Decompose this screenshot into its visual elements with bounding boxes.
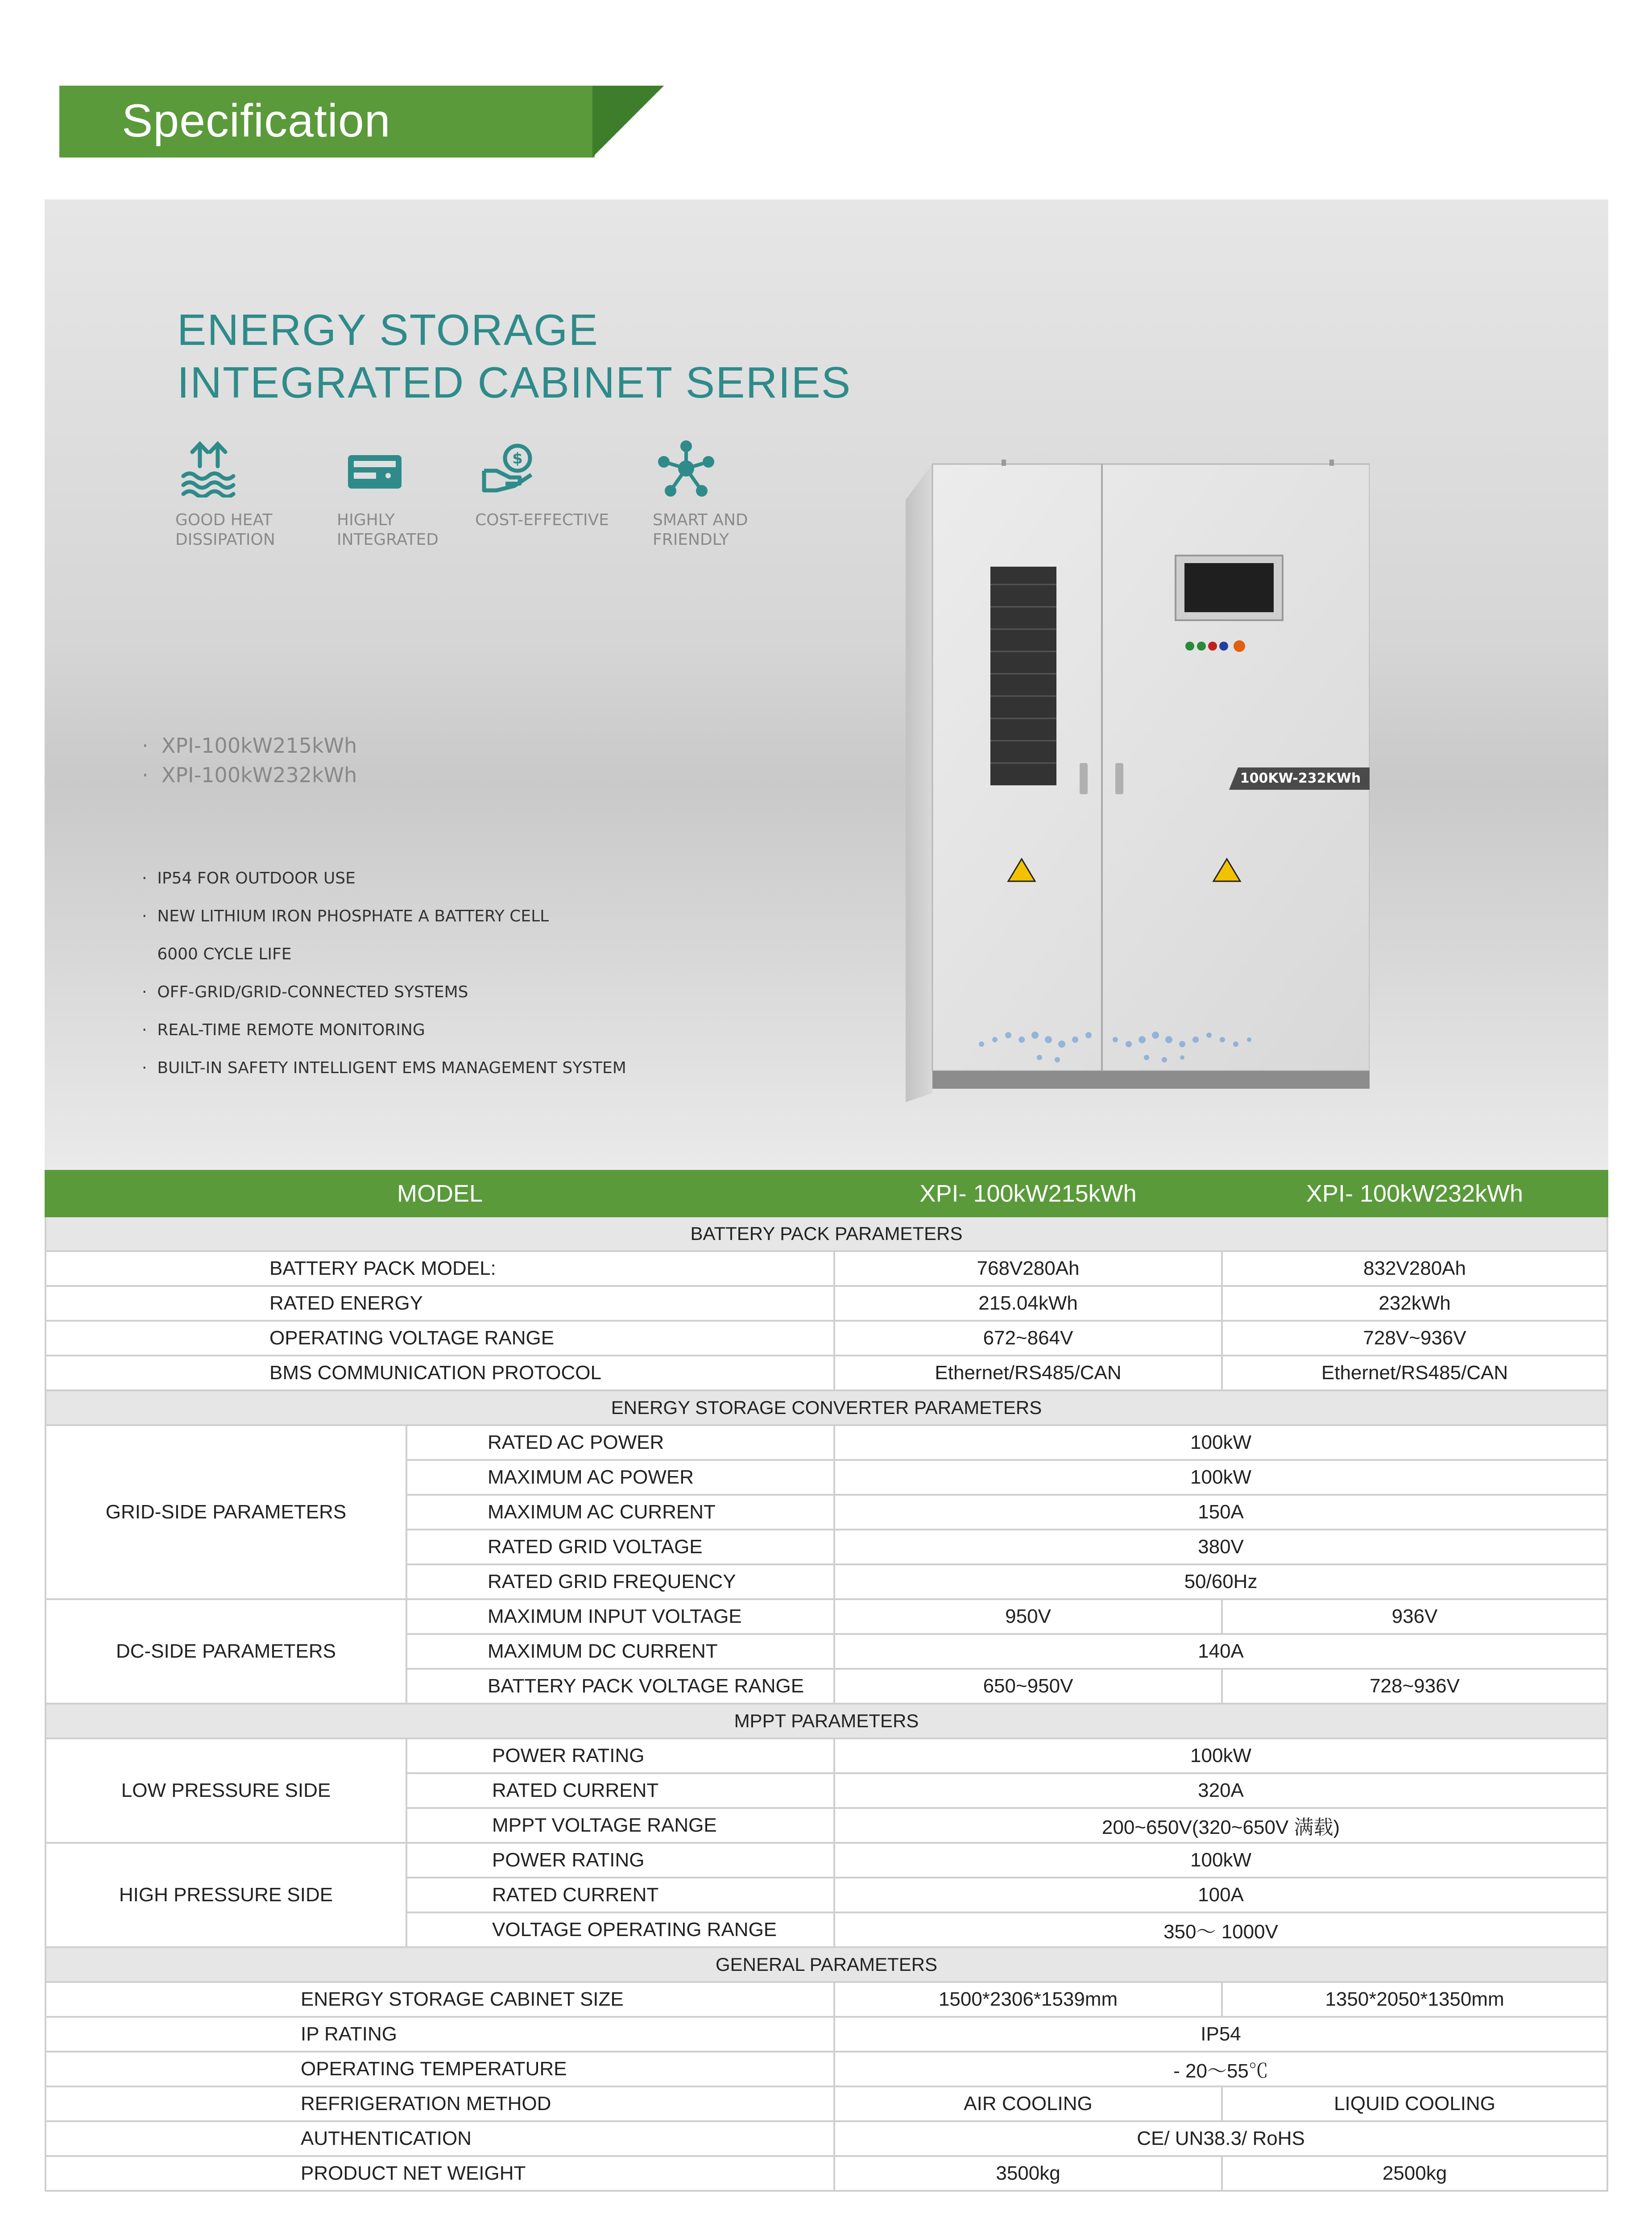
feature-integrated-line2: INTEGRATED xyxy=(337,531,439,549)
heat-dissipation-icon xyxy=(175,440,242,498)
hero-title xyxy=(177,303,851,409)
table-row: BMS COMMUNICATION PROTOCOL Ethernet/RS485/CAN Ethernet/RS485/CAN xyxy=(46,1356,1607,1390)
cabinet-label: 100KW-232KWh xyxy=(1240,771,1361,786)
table-row: DC-SIDE PARAMETERS MAXIMUM INPUT VOLTAGE 950V 936V xyxy=(46,1599,1607,1634)
bullet-item: · REAL-TIME REMOTE MONITORING xyxy=(142,1021,425,1039)
hero-title-line1: ENERGY STORAGE xyxy=(177,305,599,354)
table-row: GRID-SIDE PARAMETERS RATED AC POWER 100kW xyxy=(46,1425,1607,1460)
feature-cost xyxy=(475,440,609,530)
model-item: · XPI-100kW215kWh xyxy=(142,734,357,758)
table-header-row xyxy=(46,1171,1607,1216)
header-col1: XPI- 100kW215kWh xyxy=(834,1171,1222,1216)
section-row: ENERGY STORAGE CONVERTER PARAMETERS xyxy=(46,1390,1607,1425)
table-row: BATTERY PACK MODEL: 768V280Ah 832V280Ah xyxy=(46,1251,1607,1286)
section-row: MPPT PARAMETERS xyxy=(46,1704,1607,1738)
bullet-item: · BUILT-IN SAFETY INTELLIGENT EMS MANAGEMENT SYSTEM xyxy=(142,1059,626,1077)
table-row: IP RATING IP54 xyxy=(46,2017,1607,2052)
table-row: LOW PRESSURE SIDE POWER RATING 100kW xyxy=(46,1738,1607,1773)
table-row: HIGH PRESSURE SIDE POWER RATING 100kW xyxy=(46,1843,1607,1878)
feature-heat-line1: GOOD HEAT xyxy=(175,511,273,529)
spec-table xyxy=(45,1170,1608,2192)
table-row: PRODUCT NET WEIGHT 3500kg 2500kg xyxy=(46,2156,1607,2191)
cost-hand-coin-icon xyxy=(475,440,542,498)
section-row: BATTERY PACK PARAMETERS xyxy=(46,1216,1607,1251)
header-col2: XPI- 100kW232kWh xyxy=(1222,1171,1607,1216)
svg-text:$: $ xyxy=(512,450,523,468)
cabinet-screen xyxy=(1184,563,1274,612)
header-model: MODEL xyxy=(46,1171,834,1216)
table-row: VOLTAGE OPERATING RANGE 350～ 1000V xyxy=(46,1912,1607,1947)
banner-title: Specification xyxy=(122,95,391,147)
banner-accent xyxy=(592,86,664,158)
feature-integrated-line1: HIGHLY xyxy=(337,511,395,529)
table-row: REFRIGERATION METHOD AIR COOLING LIQUID COOLING xyxy=(46,2086,1607,2121)
feature-integrated xyxy=(337,440,439,550)
table-row: MPPT VOLTAGE RANGE 200~650V(320~650V 满载) xyxy=(46,1808,1607,1843)
table-row: RATED CURRENT 100A xyxy=(46,1878,1607,1912)
table-row: RATED ENERGY 215.04kWh 232kWh xyxy=(46,1286,1607,1321)
bullet-item: · IP54 FOR OUTDOOR USE xyxy=(142,869,356,887)
group-grid-side: GRID-SIDE PARAMETERS xyxy=(46,1425,406,1599)
table-row: OPERATING TEMPERATURE - 20～55℃ xyxy=(46,2052,1607,2086)
feature-smart xyxy=(653,440,748,550)
section-banner xyxy=(59,86,661,158)
bullet-item: 6000 CYCLE LIFE xyxy=(157,945,292,963)
integrated-device-icon xyxy=(337,440,404,498)
table-row: OPERATING VOLTAGE RANGE 672~864V 728V~936V xyxy=(46,1321,1607,1356)
table-row: AUTHENTICATION CE/ UN38.3/ RoHS xyxy=(46,2121,1607,2156)
model-item-text: XPI-100kW215kWh xyxy=(161,734,357,758)
table-row: MAXIMUM DC CURRENT 140A xyxy=(46,1634,1607,1669)
feature-bullets xyxy=(142,869,626,1097)
model-list xyxy=(142,731,357,790)
group-low-pressure: LOW PRESSURE SIDE xyxy=(46,1738,406,1843)
table-row: RATED GRID FREQUENCY 50/60Hz xyxy=(46,1564,1607,1599)
model-item-text: XPI-100kW232kWh xyxy=(161,763,357,787)
cabinet-illustration xyxy=(906,460,1370,1107)
feature-smart-line1: SMART AND xyxy=(653,511,748,529)
group-high-pressure: HIGH PRESSURE SIDE xyxy=(46,1843,406,1947)
network-nodes-icon xyxy=(653,440,720,498)
cabinet-vent xyxy=(990,567,1056,785)
table-row: BATTERY PACK VOLTAGE RANGE 650~950V 728~936V xyxy=(46,1669,1607,1704)
table-row: MAXIMUM AC CURRENT 150A xyxy=(46,1495,1607,1530)
bullet-item: · NEW LITHIUM IRON PHOSPHATE A BATTERY CELL xyxy=(142,907,549,925)
bullet-item: · OFF-GRID/GRID-CONNECTED SYSTEMS xyxy=(142,983,468,1001)
feature-heat-line2: DISSIPATION xyxy=(175,531,275,549)
feature-smart-line2: FRIENDLY xyxy=(653,531,729,549)
group-dc-side: DC-SIDE PARAMETERS xyxy=(46,1599,406,1704)
feature-cost-line1: COST-EFFECTIVE xyxy=(475,511,609,529)
table-row: MAXIMUM AC POWER 100kW xyxy=(46,1460,1607,1495)
model-item: · XPI-100kW232kWh xyxy=(142,763,357,787)
table-row: ENERGY STORAGE CABINET SIZE 1500*2306*1539mm 1350*2050*1350mm xyxy=(46,1982,1607,2017)
hero-title-line2: INTEGRATED CABINET SERIES xyxy=(177,358,852,407)
feature-heat xyxy=(175,440,275,550)
table-row: RATED GRID VOLTAGE 380V xyxy=(46,1530,1607,1564)
section-row: GENERAL PARAMETERS xyxy=(46,1947,1607,1982)
table-row: RATED CURRENT 320A xyxy=(46,1773,1607,1808)
